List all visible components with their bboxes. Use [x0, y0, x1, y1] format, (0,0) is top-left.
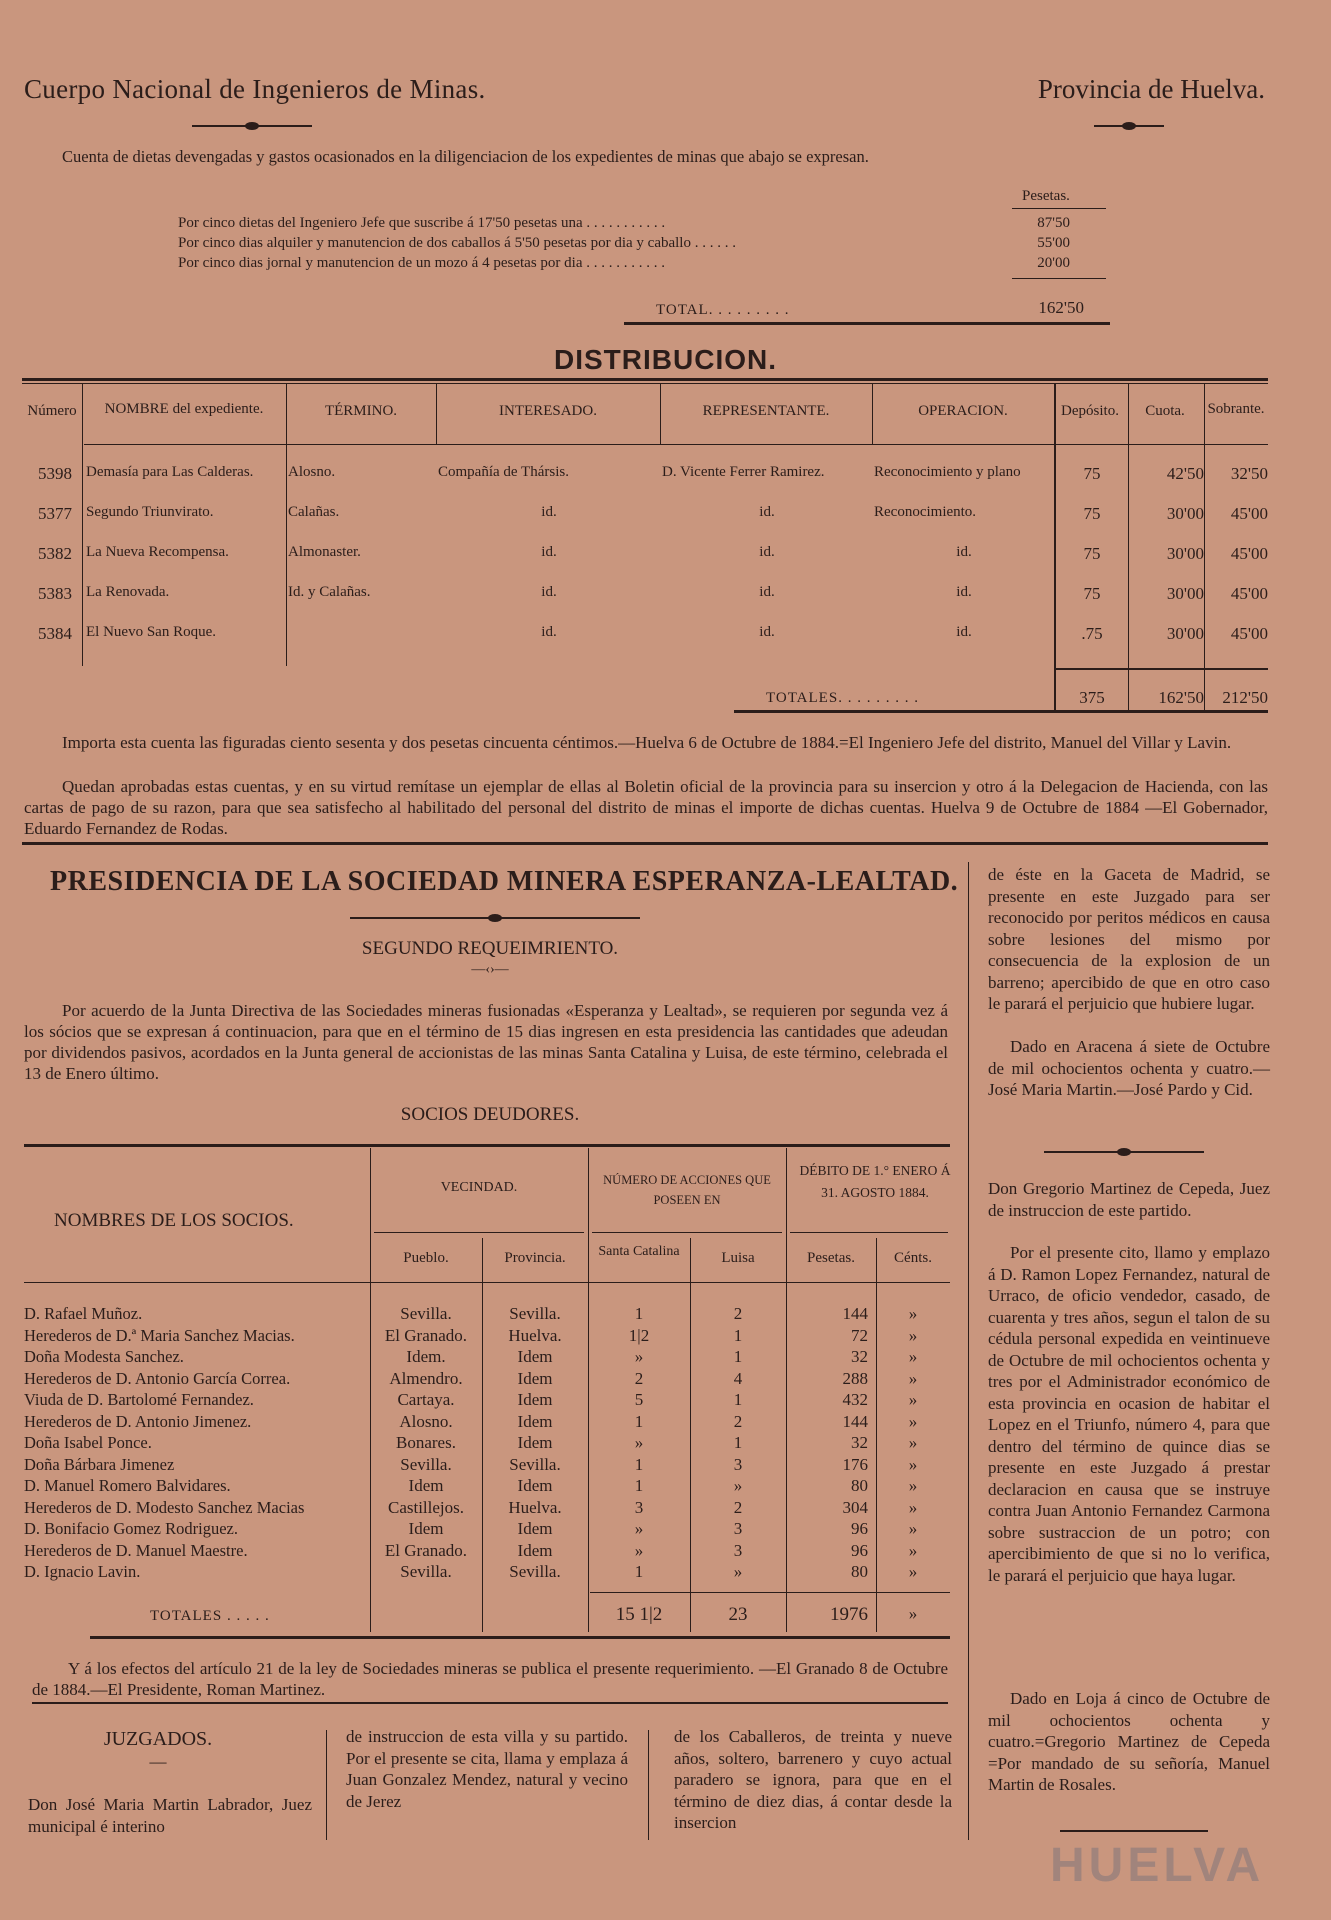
socio-cell-luisa: »: [733, 1476, 743, 1495]
socio-cell-provincia: Idem: [517, 1519, 553, 1538]
socio-cell-cents: »: [908, 1411, 918, 1431]
col-header-termino: TÉRMINO.: [324, 403, 398, 419]
dist-cell-operacion: id.: [956, 544, 972, 560]
dist-cell-numero: 5382: [38, 544, 72, 563]
dist-cell-termino: Alosno.: [288, 464, 336, 480]
dist-cell-interesado: id.: [541, 504, 557, 520]
dist-cell-nombre: Segundo Triunvirato.: [86, 504, 214, 520]
dist-cell-cuota: 30'00: [1166, 584, 1204, 603]
dist-cell-deposito: 75: [1083, 464, 1101, 483]
right-col-second-heading: Don Gregorio Martinez de Cepeda, Juez de instruccion de este partido.: [988, 1179, 1270, 1220]
account-subtitle: Cuenta de dietas devengadas y gastos ocasionados en la diligenciacion de los expedientes de minas que abajo se expresan.: [62, 147, 869, 166]
right-col-top-date: Dado en Aracena á siete de Octubre de mil ochocientos ochenta y cuatro.—José Maria Martin.—José Pardo y Cid.: [988, 1037, 1270, 1099]
socio-cell-nombre: D. Manuel Romero Balvidares.: [24, 1476, 231, 1495]
socio-cell-sc: »: [634, 1347, 644, 1366]
socio-cell-luisa: 1: [733, 1325, 743, 1345]
dist-cell-termino: Calañas.: [288, 504, 340, 520]
dist-cell-numero: 5384: [38, 624, 72, 643]
right-col-second-date: Dado en Loja á cinco de Octubre de mil ochocientos ochenta y cuatro.=Gregorio Martinez de Cepeda =Por mandado de su señoría, Manuel Martin de Rosales.: [988, 1689, 1270, 1794]
dist-cell-sobrante: 45'00: [1230, 624, 1268, 643]
watermark-stamp: HUELVA: [1050, 1839, 1265, 1892]
col-divider: [648, 1730, 649, 1840]
col-header-sobrante: Sobrante.: [1207, 401, 1265, 417]
col-header-operacion: OPERACION.: [918, 403, 1008, 419]
socios-total-cents: »: [908, 1604, 918, 1623]
socio-cell-cents: »: [908, 1390, 918, 1409]
col-header-vecindad: VECINDAD.: [440, 1180, 518, 1195]
socio-cell-pesetas: 288: [842, 1368, 868, 1388]
sociedad-subtitle: SEGUNDO REQUEIMRIENTO.: [361, 938, 619, 959]
juzgados-title: JUZGADOS.: [103, 1728, 213, 1750]
col-header-debito: DÉBITO DE 1.° ENERO Á 31. AGOSTO 1884.: [799, 1163, 951, 1200]
col-divider: [872, 384, 873, 444]
socio-cell-nombre: Herederos de D. Manuel Maestre.: [24, 1540, 248, 1560]
socio-cell-pueblo: Sevilla.: [400, 1304, 452, 1323]
debito-underline: [790, 1232, 948, 1233]
socio-cell-pueblo: Almendro.: [389, 1368, 463, 1388]
dist-cell-deposito: 75: [1083, 544, 1101, 563]
col-header-numero: Número: [27, 403, 77, 419]
total-deposito: 375: [1079, 688, 1105, 707]
cost-line-1: Por cinco dietas del Ingeniero Jefe que suscribe á 17'50 pesetas una . . . . . . . . . . .: [178, 215, 666, 231]
dist-cell-numero: 5383: [38, 584, 72, 603]
socio-cell-cents: »: [908, 1304, 918, 1323]
dist-cell-deposito: 75: [1083, 504, 1101, 523]
dist-cell-numero: 5377: [38, 504, 72, 523]
dist-cell-nombre: La Renovada.: [86, 584, 170, 600]
sociedad-closing-rule: [32, 1702, 948, 1704]
socio-cell-luisa: »: [733, 1562, 743, 1581]
socio-cell-pesetas: 176: [842, 1454, 868, 1474]
socio-cell-provincia: Idem: [517, 1411, 553, 1431]
dist-cell-termino: Almonaster.: [288, 544, 361, 560]
dist-cell-representante: id.: [759, 584, 775, 600]
socio-cell-sc: »: [634, 1433, 644, 1452]
sociedad-title: PRESIDENCIA DE LA SOCIEDAD MINERA ESPERANZA-LEALTAD.: [50, 866, 959, 897]
socio-cell-pesetas: 304: [842, 1497, 868, 1517]
dist-cell-sobrante: 45'00: [1230, 544, 1268, 563]
socio-cell-nombre: Doña Modesta Sanchez.: [24, 1347, 184, 1366]
col-header-pueblo: Pueblo.: [403, 1250, 449, 1266]
header-right-ornament: [1094, 124, 1164, 128]
cost-amount-2: 55'00: [1037, 235, 1070, 251]
dist-cell-cuota: 42'50: [1166, 464, 1204, 483]
juzgados-dash: —: [149, 1752, 167, 1771]
totales-label: TOTALES. . . . . . . . .: [766, 690, 919, 706]
juzgados-col-2: de instruccion de esta villa y su partido. Por el presente se cita, llama y emplaza á Juan Gonzalez Mendez, natural y vecino de Jerez: [346, 1727, 628, 1811]
totals-top-rule: [1056, 668, 1268, 670]
col-header-representante: REPRESENTANTE.: [702, 403, 830, 419]
col-divider: [286, 384, 287, 666]
dist-cell-nombre: Demasía para Las Calderas.: [86, 464, 254, 480]
socio-cell-nombre: Herederos de D. Antonio Jimenez.: [24, 1411, 252, 1431]
socio-cell-provincia: Huelva.: [508, 1497, 562, 1517]
dist-cell-operacion: Reconocimiento y plano: [874, 464, 1021, 480]
col-header-deposito: Depósito.: [1061, 403, 1119, 419]
distribucion-title: DISTRIBUCION.: [554, 344, 777, 375]
socio-cell-sc: 2: [634, 1368, 644, 1388]
socio-cell-sc: 1: [634, 1562, 644, 1581]
socio-cell-nombre: D. Bonifacio Gomez Rodriguez.: [24, 1519, 238, 1538]
socio-cell-provincia: Sevilla.: [509, 1304, 561, 1323]
socio-cell-luisa: 1: [733, 1390, 743, 1409]
socio-cell-pueblo: El Granado.: [384, 1325, 468, 1345]
socio-cell-cents: »: [908, 1368, 918, 1388]
subtitle-ornament: —‹›—: [471, 962, 509, 977]
col-header-santa-catalina: Santa Catalina: [598, 1244, 680, 1259]
pesetas-underline: [1012, 208, 1106, 209]
dist-cell-representante: id.: [759, 624, 775, 640]
dist-cell-interesado: id.: [541, 584, 557, 600]
dist-cell-operacion: id.: [956, 624, 972, 640]
socio-cell-pueblo: El Granado.: [384, 1540, 468, 1560]
total-rule: [624, 322, 1110, 325]
col-header-luisa: Luisa: [721, 1250, 755, 1266]
socio-cell-provincia: Idem: [517, 1368, 553, 1388]
socio-cell-pueblo: Sevilla.: [400, 1454, 452, 1474]
col-header-cents: Cénts.: [894, 1250, 932, 1266]
socio-cell-pueblo: Idem: [408, 1476, 444, 1495]
socio-cell-provincia: Sevilla.: [509, 1562, 561, 1581]
dist-cell-nombre: La Nueva Recompensa.: [86, 544, 229, 560]
socio-cell-pueblo: Idem.: [406, 1347, 446, 1366]
total-amount: 162'50: [1038, 298, 1084, 317]
col-header-cuota: Cuota.: [1145, 403, 1185, 419]
socio-cell-cents: »: [908, 1519, 918, 1538]
col-divider: [660, 384, 661, 444]
socio-cell-pueblo: Alosno.: [399, 1411, 453, 1431]
distribucion-top-rule-thin: [22, 383, 1268, 384]
col-divider: [82, 384, 83, 666]
socio-cell-cents: »: [908, 1497, 918, 1517]
total-sobrante: 212'50: [1222, 688, 1268, 707]
distribucion-top-rule: [22, 378, 1268, 381]
socio-cell-nombre: Doña Isabel Ponce.: [24, 1433, 152, 1452]
socio-cell-pesetas: 32: [851, 1433, 868, 1452]
socio-cell-pesetas: 144: [842, 1304, 868, 1323]
col-header-interesado: INTERESADO.: [499, 403, 597, 419]
cost-amount-1: 87'50: [1037, 215, 1070, 231]
socios-total-pesetas: 1976: [830, 1604, 868, 1625]
socio-cell-provincia: Idem: [517, 1390, 553, 1409]
totals-bottom-rule: [734, 710, 1268, 713]
socio-cell-nombre: Doña Bárbara Jimenez: [24, 1454, 175, 1474]
acciones-underline: [592, 1232, 782, 1233]
socio-cell-luisa: 1: [733, 1347, 743, 1366]
socio-cell-provincia: Idem: [517, 1476, 553, 1495]
socio-cell-sc: 5: [634, 1390, 644, 1409]
right-col-second-body: Por el presente cito, llamo y emplazo á D. Ramon Lopez Fernandez, natural de Urraco, de oficio vendedor, casado, de cuarenta y tres años, segun el talon de su cédula personal expedida en veintinueve de Octubre de mil ochocientos ochenta y tres por el Administrador económico de esta provincia en ocasion de habitar el Lopez en el Triunfo, número 4, para que dentro del término de quince dias se presente en este Juzgado á prestar declaracion en causa que se instruye contra Juan Antonio Fernandez Carmona sobre sustraccion de un potro; con apercibimiento de que si no lo verifica, le parará el perjuicio que haya lugar.: [988, 1243, 1270, 1585]
header-right-title: Provincia de Huelva.: [1037, 74, 1265, 104]
socio-cell-luisa: 2: [733, 1497, 743, 1517]
socio-cell-luisa: 3: [733, 1519, 743, 1538]
socios-title: SOCIOS DEUDORES.: [400, 1104, 580, 1125]
socio-cell-sc: »: [634, 1540, 644, 1560]
socio-cell-sc: 1: [634, 1411, 644, 1431]
closing-paragraph-1: Importa esta cuenta las figuradas ciento sesenta y dos pesetas cincuenta céntimos.—Huelva 6 de Octubre de 1884.=El Ingeniero Jefe del distrito, Manuel del Villar y Lavin.: [62, 733, 1232, 752]
juzgados-col-1: Don José Maria Martin Labrador, Juez municipal é interino: [28, 1795, 312, 1836]
pesetas-header: Pesetas.: [1022, 188, 1070, 204]
socio-cell-sc: »: [634, 1519, 644, 1538]
right-col-ornament: [1044, 1150, 1204, 1154]
socio-cell-cents: »: [908, 1347, 918, 1366]
dist-cell-sobrante: 45'00: [1230, 584, 1268, 603]
sociedad-closing: Y á los efectos del artículo 21 de la ley de Sociedades mineras se publica el presente requerimiento. —El Granado 8 de Octubre de 1884.—El Presidente, Roman Martinez.: [32, 1659, 948, 1699]
dist-cell-termino: Id. y Calañas.: [288, 584, 371, 600]
col-header-nombre: NOMBRE del expediente.: [104, 401, 264, 417]
socio-cell-nombre: D. Rafael Muñoz.: [24, 1304, 143, 1323]
sociedad-ornament: [350, 916, 640, 920]
socio-cell-luisa: 4: [733, 1368, 743, 1388]
socio-cell-provincia: Idem: [517, 1347, 553, 1366]
socios-bottom-rule: [90, 1636, 950, 1639]
dist-cell-deposito: .75: [1081, 624, 1103, 643]
total-cuota: 162'50: [1158, 688, 1204, 707]
dist-cell-representante: D. Vicente Ferrer Ramirez.: [662, 464, 825, 480]
socio-cell-luisa: 3: [733, 1540, 743, 1560]
socio-cell-nombre: Herederos de D.ª Maria Sanchez Macias.: [24, 1325, 295, 1345]
socio-cell-cents: »: [908, 1454, 918, 1474]
socio-cell-pueblo: Bonares.: [396, 1433, 456, 1452]
socio-cell-provincia: Sevilla.: [509, 1454, 561, 1474]
socio-cell-provincia: Idem: [517, 1540, 553, 1560]
socio-cell-luisa: 1: [733, 1433, 743, 1452]
header-left-ornament: [192, 124, 312, 128]
socio-cell-luisa: 2: [733, 1304, 743, 1323]
socio-cell-nombre: Herederos de D. Antonio García Correa.: [24, 1368, 291, 1388]
col-divider: [436, 384, 437, 444]
dist-cell-numero: 5398: [38, 464, 72, 483]
cost-line-2: Por cinco dias alquiler y manutencion de dos caballos á 5'50 pesetas por dia y caballo . . . . . .: [178, 235, 736, 251]
juzgados-col-3: de los Caballeros, de treinta y nueve años, soltero, barrenero y cuyo actual paradero se ignora, para que en el término de diez dias, á contar desde la insercion: [674, 1727, 952, 1832]
socios-totales-label: TOTALES . . . . .: [150, 1608, 270, 1624]
socio-cell-sc: 1: [634, 1476, 644, 1495]
header-left-title: Cuerpo Nacional de Ingenieros de Minas.: [24, 74, 486, 104]
dist-cell-nombre: El Nuevo San Roque.: [86, 624, 216, 640]
socio-cell-pueblo: Idem: [408, 1519, 444, 1538]
vecindad-underline: [374, 1232, 584, 1233]
socio-cell-pesetas: 80: [851, 1562, 868, 1581]
socios-table-top-rule: [24, 1144, 950, 1147]
dist-cell-sobrante: 45'00: [1230, 504, 1268, 523]
socio-cell-sc: 1|2: [628, 1325, 650, 1345]
section-rule: [22, 842, 1268, 845]
dist-cell-cuota: 30'00: [1166, 504, 1204, 523]
socios-header-rule: [24, 1282, 950, 1283]
socio-cell-pesetas: 80: [851, 1476, 868, 1495]
dist-cell-deposito: 75: [1083, 584, 1101, 603]
col-header-provincia: Provincia.: [504, 1250, 566, 1266]
right-col-top-text: de éste en la Gaceta de Madrid, se presente en este Juzgado para ser reconocido por peritos médicos en causa sobre lesiones del mismo por consecuencia de la explosion de un barreno; apercibido de que en otro caso le parará el perjuicio que hubiere lugar.: [988, 865, 1270, 1013]
right-column-divider: [968, 862, 969, 1840]
cost-amount-3: 20'00: [1037, 255, 1070, 271]
dist-cell-interesado: id.: [541, 624, 557, 640]
col-header-nombres: NOMBRES DE LOS SOCIOS.: [54, 1210, 294, 1231]
socio-cell-luisa: 2: [733, 1411, 743, 1431]
dist-cell-cuota: 30'00: [1166, 544, 1204, 563]
total-label: TOTAL. . . . . . . . .: [656, 302, 790, 318]
closing-paragraph-2: Quedan aprobadas estas cuentas, y en su virtud remítase un ejemplar de ellas al Boletin oficial de la provincia para su insercion y otro á la Delegacion de Hacienda, con las cartas de pago de su razon, para que sea satisfecho al habilitado del personal del distrito de minas el importe de dichas cuentas. Huelva 9 de Octubre de 1884 —El Gobernador, Eduardo Fernandez de Rodas.: [24, 777, 1268, 838]
socio-cell-sc: 3: [634, 1497, 644, 1517]
right-col-end-rule: [1060, 1830, 1208, 1832]
socio-cell-cents: »: [908, 1562, 918, 1581]
col-header-acciones: NÚMERO DE ACCIONES QUE POSEEN EN: [603, 1173, 771, 1207]
socio-cell-pesetas: 72: [851, 1325, 868, 1345]
cost-line-3: Por cinco dias jornal y manutencion de un mozo á 4 pesetas por dia . . . . . . . . . . .: [178, 255, 665, 271]
socio-cell-pesetas: 96: [851, 1540, 868, 1560]
dist-cell-operacion: id.: [956, 584, 972, 600]
socio-cell-pesetas: 432: [842, 1390, 868, 1409]
socio-cell-luisa: 3: [733, 1454, 743, 1474]
socio-cell-nombre: D. Ignacio Lavin.: [24, 1562, 141, 1581]
socios-total-luisa: 23: [728, 1604, 748, 1625]
dist-cell-interesado: id.: [541, 544, 557, 560]
dist-cell-representante: id.: [759, 544, 775, 560]
socios-total-sc: 15 1|2: [615, 1604, 663, 1625]
socio-cell-pesetas: 96: [851, 1519, 868, 1538]
dist-cell-representante: id.: [759, 504, 775, 520]
socio-cell-pueblo: Sevilla.: [400, 1562, 452, 1581]
socio-cell-cents: »: [908, 1540, 918, 1560]
socio-cell-sc: 1: [634, 1304, 644, 1323]
socio-cell-pesetas: 144: [842, 1411, 868, 1431]
dist-cell-interesado: Compañía de Thársis.: [438, 464, 569, 480]
socio-cell-provincia: Idem: [517, 1433, 553, 1452]
dist-cell-operacion: Reconocimiento.: [874, 504, 977, 520]
col-header-pesetas: Pesetas.: [807, 1250, 855, 1266]
socio-cell-sc: 1: [634, 1454, 644, 1474]
socio-cell-cents: »: [908, 1433, 918, 1452]
costs-sum-rule: [1012, 278, 1106, 279]
socios-sum-rule: [590, 1592, 950, 1593]
socio-cell-pesetas: 32: [851, 1347, 868, 1366]
col-divider: [326, 1730, 327, 1840]
socio-cell-nombre: Viuda de D. Bartolomé Fernandez.: [24, 1390, 254, 1409]
header-underline: [84, 444, 1268, 445]
dist-cell-sobrante: 32'50: [1230, 464, 1268, 483]
socio-cell-cents: »: [908, 1476, 918, 1495]
socio-cell-provincia: Huelva.: [508, 1325, 562, 1345]
socio-cell-cents: »: [908, 1325, 918, 1345]
socio-cell-pueblo: Cartaya.: [397, 1390, 455, 1409]
dist-cell-cuota: 30'00: [1166, 624, 1204, 643]
socio-cell-nombre: Herederos de D. Modesto Sanchez Macias: [24, 1497, 305, 1517]
sociedad-intro: Por acuerdo de la Junta Directiva de las Sociedades mineras fusionadas «Esperanza y Lealtad», se requieren por segunda vez á los sócios que se expresan á continuacion, para que en el término de 15 dias ingresen en esta presidencia las cantidades que adeudan por dividendos pasivos, acordados en la Junta general de accionistas de las minas Santa Catalina y Luisa, de este término, celebrada el 13 de Enero último.: [24, 1001, 948, 1083]
socio-cell-pueblo: Castillejos.: [387, 1497, 465, 1517]
